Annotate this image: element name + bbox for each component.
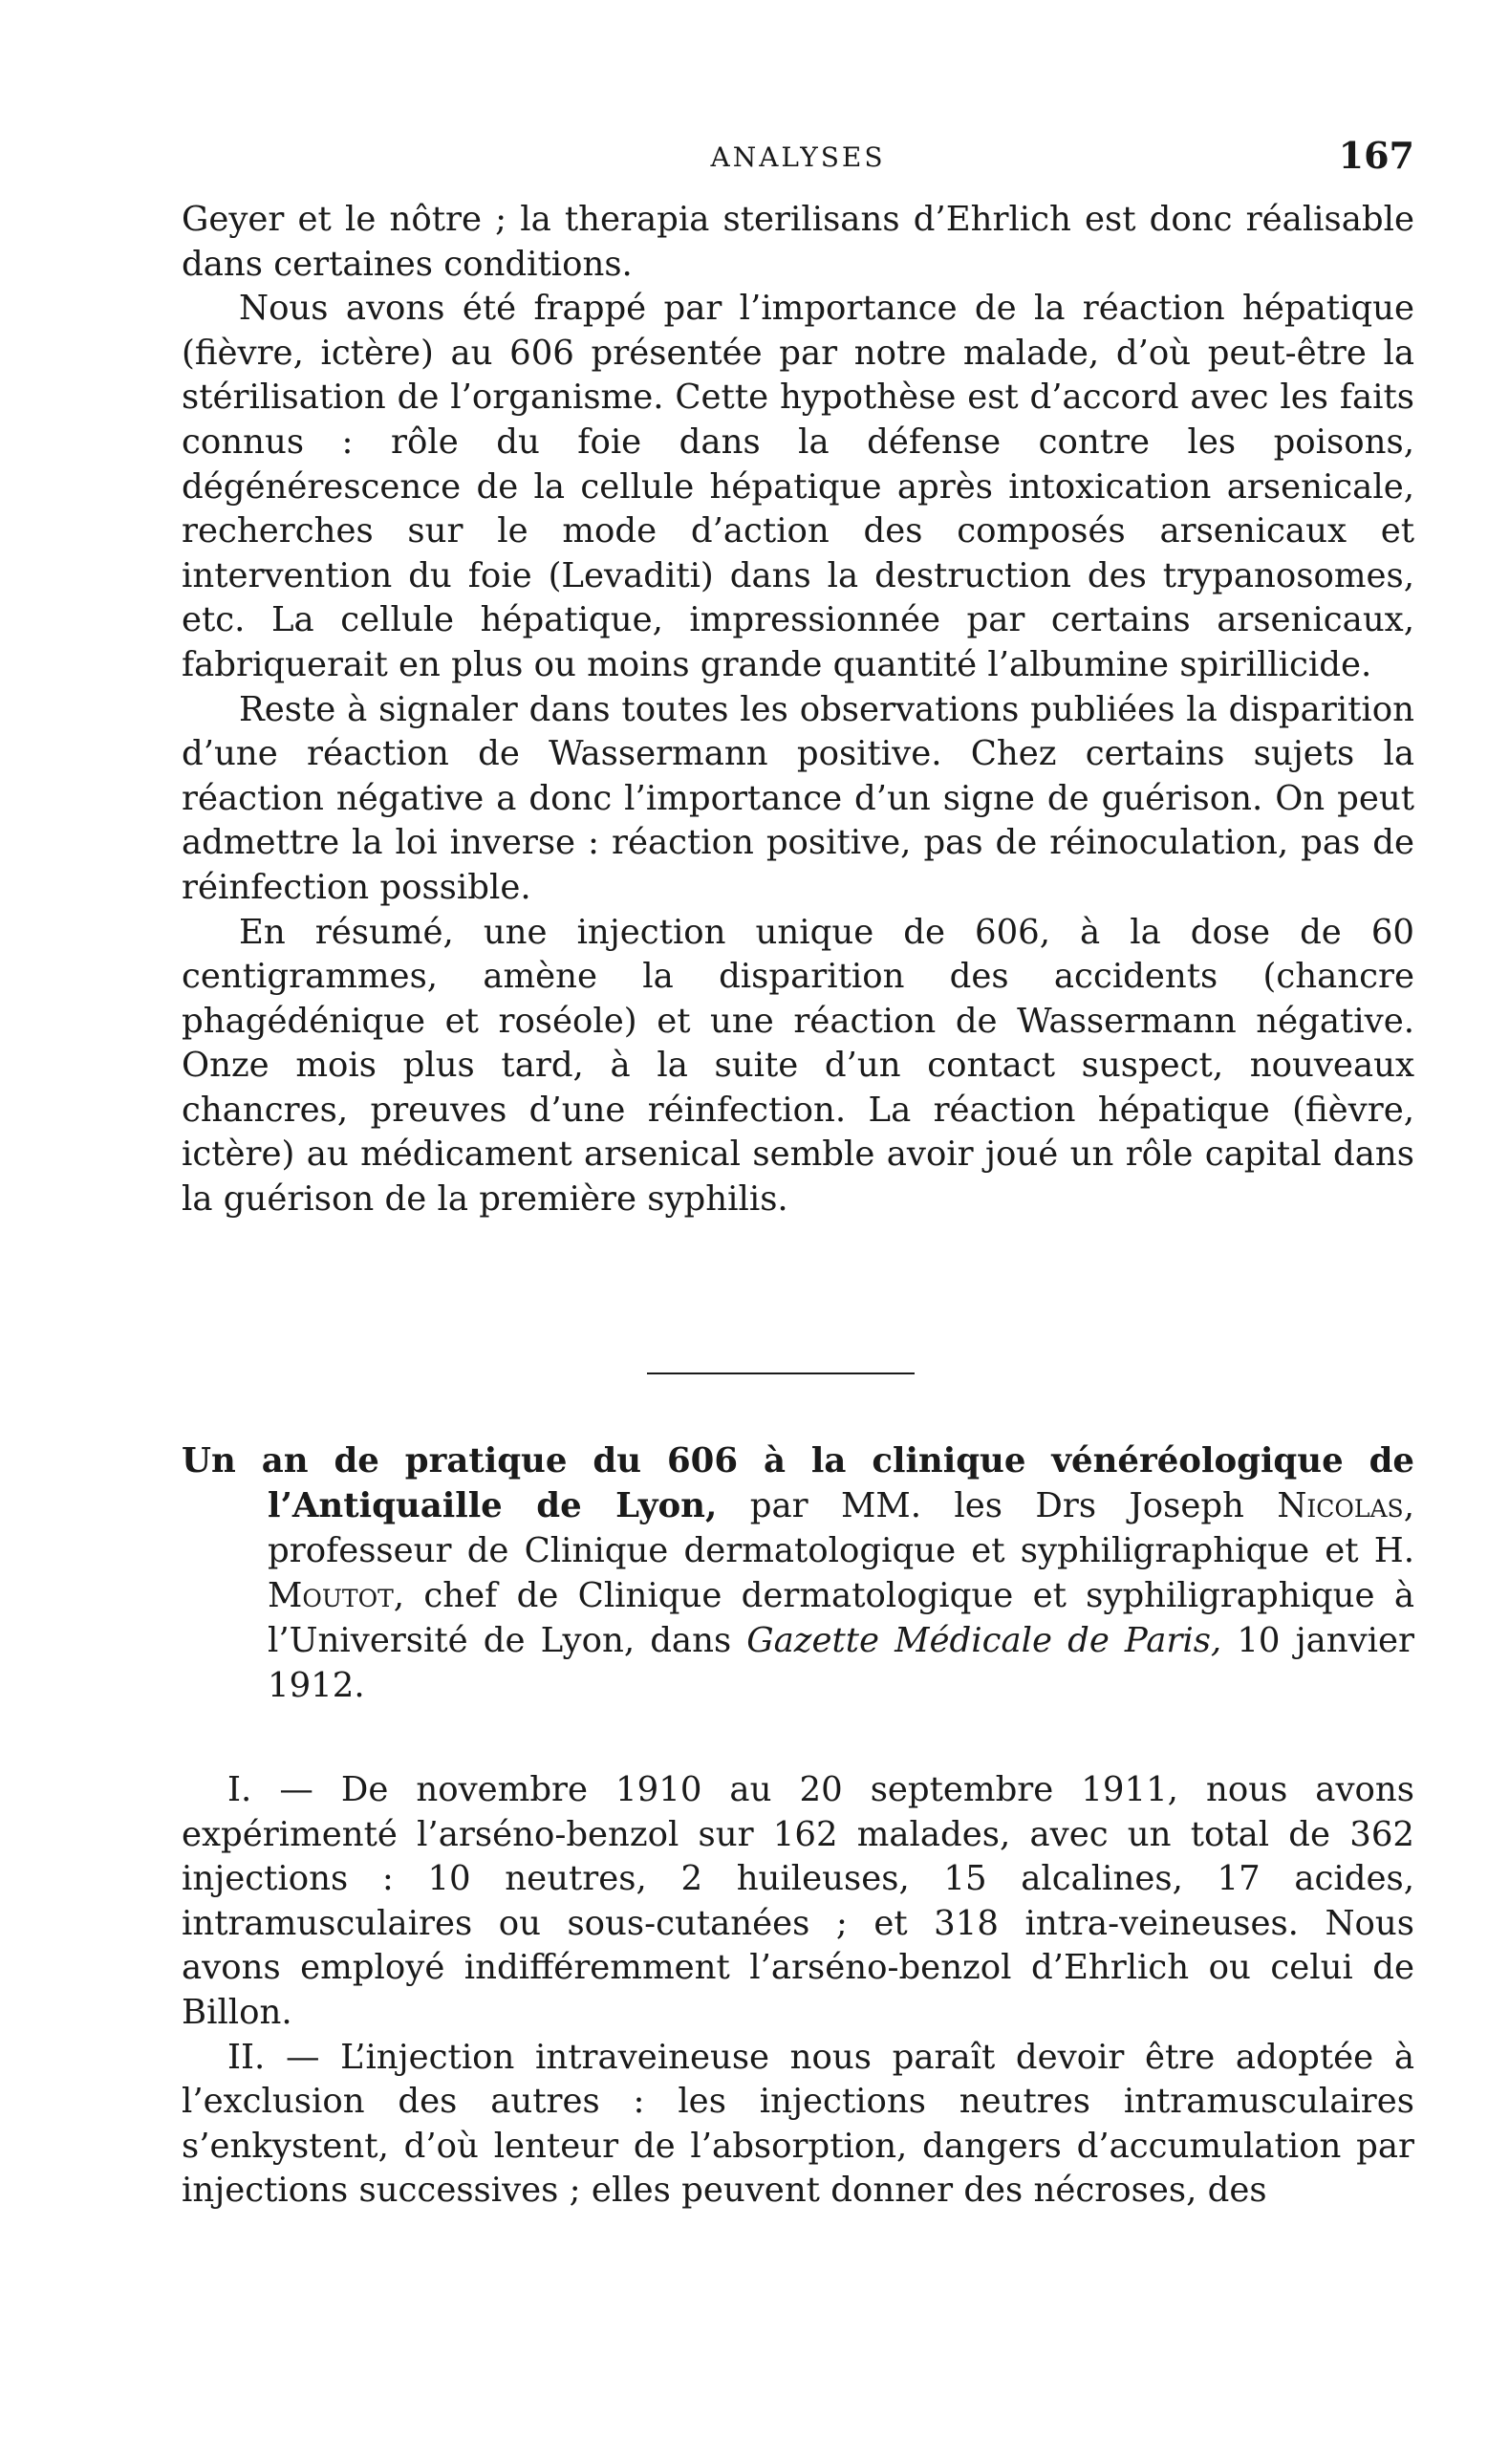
reference-title: Un an de pratique du 606 à la clinique vénéréologique de l’Antiquaille de Lyon,	[182, 1441, 1414, 1525]
paragraph: II. — L’injection intraveineuse nous paraît devoir être adoptée à l’exclusion des autres : les injections neutres intramusculaires s’enkystent, d’où lenteur de l’absorption, dangers d’accumulation par injections successives ; elles peuvent donner des nécroses, des	[182, 2037, 1414, 2211]
page-number: 167	[1338, 134, 1414, 177]
paragraph: Geyer et le nôtre ; la therapia sterilisans d’Ehrlich est donc réalisable dans certaines conditions.	[182, 200, 1414, 284]
running-title: ANALYSES	[710, 141, 886, 173]
author-role: , professeur de Clinique dermatologique et syphiligraphique et H.	[268, 1486, 1414, 1570]
body-text-section-2	[182, 1768, 1414, 2214]
paragraph: Nous avons été frappé par l’importance de la réaction hépatique (fièvre, ictère) au 606 présentée par notre malade, d’où peut-être la stérilisation de l’organisme. Cette hypothèse est d’accord avec les faits connus : rôle du foie dans la défense contre les poisons, dégénérescence de la cellule hépatique après intoxication arsenicale, recherches sur le mode d’action des composés arsenicaux et intervention du foie (Levaditi) dans la destruction des trypanosomes, etc. La cellule hépatique, impressionnée par certains arsenicaux, fabriquerait en plus ou moins grande quantité l’albumine spirillicide.	[182, 289, 1414, 684]
author-role: , chef de Clinique dermatologique et syphiligraphique à l’Université de Lyon, dans	[268, 1576, 1414, 1660]
section-separator-rule	[647, 1372, 915, 1374]
reference-by: par MM. les Drs Joseph	[717, 1486, 1278, 1525]
paragraph: I. — De novembre 1910 au 20 septembre 1911, nous avons expérimenté l’arséno-benzol sur 162 malades, avec un total de 362 injections : 10 neutres, 2 huileuses, 15 alcalines, 17 acides, intramusculaires ou sous-cutanées ; et 318 intra-veineuses. Nous avons employé indifféremment l’arséno-benzol d’Ehrlich ou celui de Billon.	[182, 1770, 1414, 2032]
publication-date: 10 janvier 1912.	[268, 1621, 1415, 1705]
paragraph: En résumé, une injection unique de 606, à la dose de 60 centigrammes, amène la disparition des accidents (chancre phagédénique et roséole) et une réaction de Wassermann négative. Onze mois plus tard, à la suite d’un contact suspect, nouveaux chancres, preuves d’une réinfection. La réaction hépatique (fièvre, ictère) au médicament arsenical semble avoir joué un rôle capital dans la guérison de la première syphilis.	[182, 912, 1414, 1220]
paragraph: Reste à signaler dans toutes les observations publiées la disparition d’une réaction de Wassermann positive. Chez certains sujets la réaction négative a donc l’importance d’un signe de guérison. On peut admettre la loi inverse : réaction positive, pas de réinoculation, pas de réinfection possible.	[182, 689, 1414, 907]
author-name: Nicolas	[1277, 1486, 1404, 1525]
running-head	[182, 134, 1414, 182]
body-text-section-1	[182, 198, 1414, 1222]
bibliographic-reference	[182, 1438, 1414, 1708]
journal-name: Gazette Médicale de Paris,	[746, 1621, 1222, 1660]
author-name: Moutot	[268, 1576, 394, 1615]
